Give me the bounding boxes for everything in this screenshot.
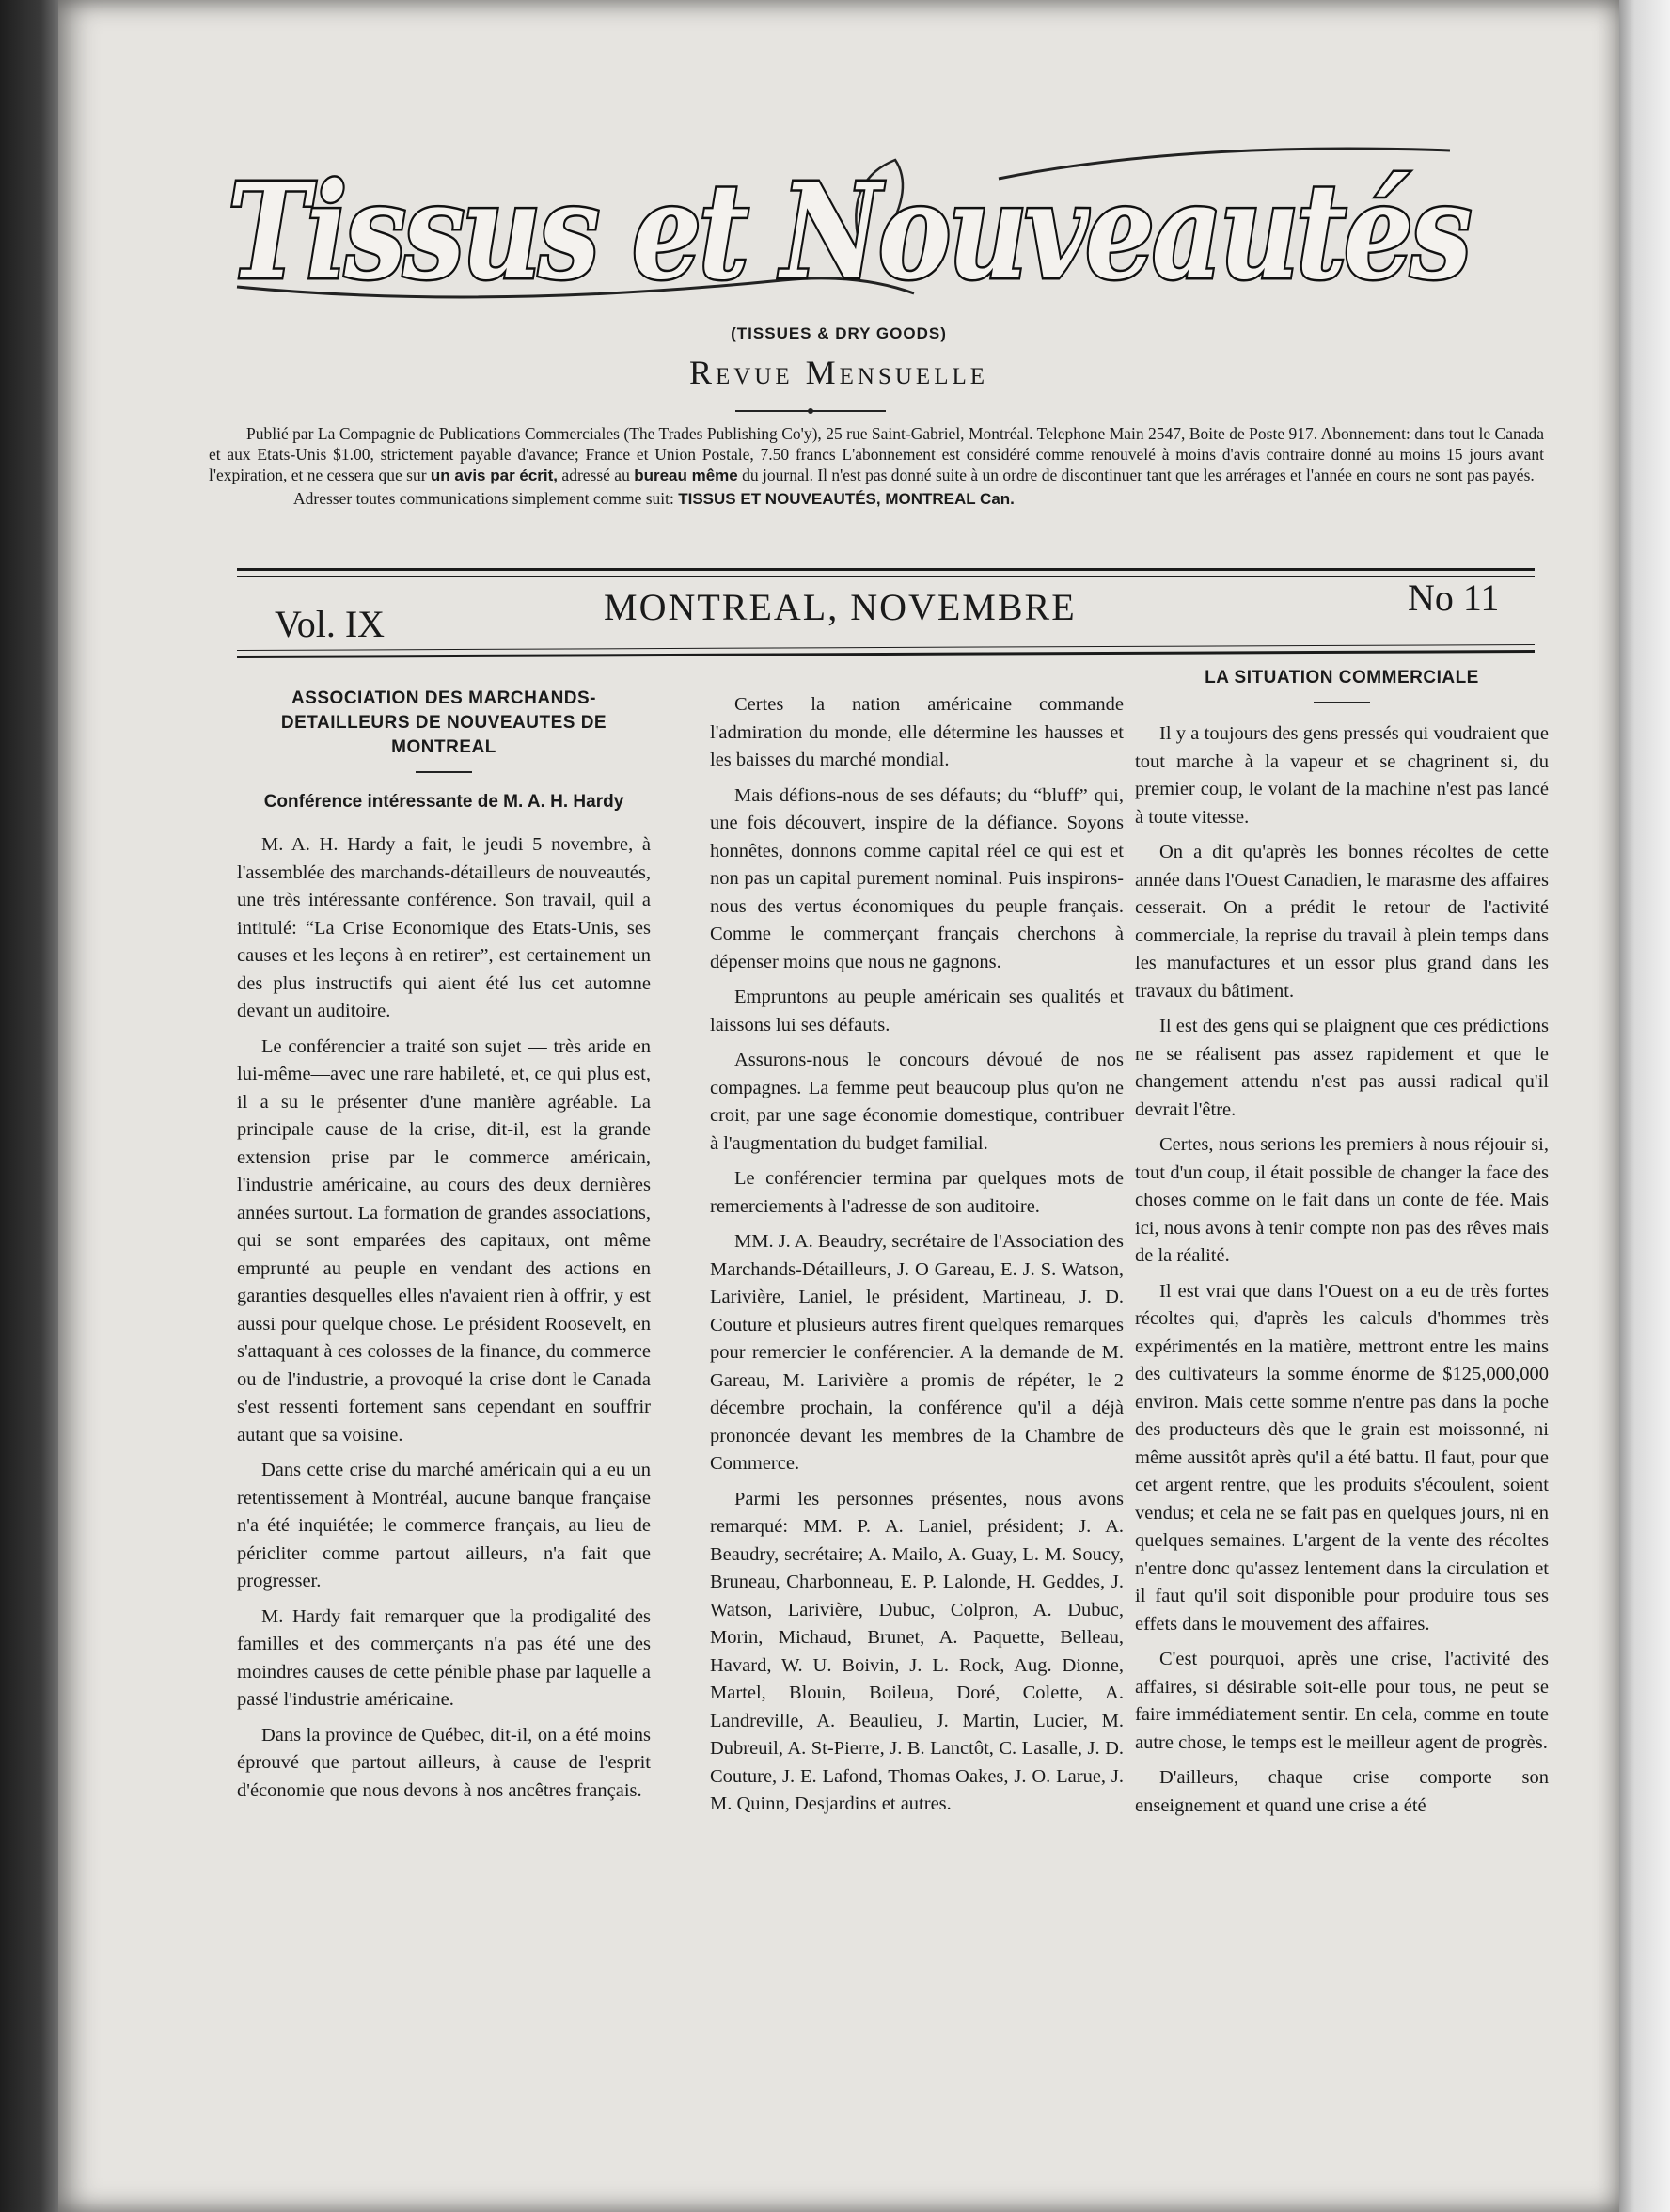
article-subtitle: Conférence intéressante de M. A. H. Hardy bbox=[263, 792, 624, 812]
publication-line: du journal. Il n'est pas donné suite à un ordre de discontinuer tant que les arrérages et l'année en cours ne sont pas payés. bbox=[742, 466, 1535, 484]
paragraph: Il est des gens qui se plaignent que ces prédictions ne se réalisent pas assez rapidement et que le changement attendu n'est pas aussi radical qu'il devrait l'être. bbox=[1135, 1016, 1549, 1120]
paragraph: Assurons-nous le concours dévoué de nos compagnes. La femme peut beaucoup plus qu'on ne croit, par une sage économie domestique, contribuer à l'augmentation du budget familial. bbox=[710, 1050, 1124, 1154]
page-edge bbox=[1619, 0, 1670, 2212]
paragraph: Mais défions-nous de ses défauts; du “bluff” qui, une fois découvert, inspire de la défiance. Soyons honnêtes, donnons comme capital réel ce qui est et non pas un capital purement nominal. Puis inspirons-nous des vertus économiques du peuple français. Comme le commerçant français cherchons à dépenser moins que nous ne gagnons. bbox=[710, 784, 1124, 972]
paragraph: Il est vrai que dans l'Ouest on a eu de très fortes récoltes qui, d'après les calculs d'hommes très expérimentés en la matière, mettront entre les mains des cultivateurs la somme énorme de $125,000,000 environ. Mais cette somme n'entre pas dans la poche des producteurs dès que le grain est moissonné, ni même aussitôt après qu'il a été battu. Il faut, pour que cet argent rentre, que les produits s'écoulent, soient vendus; et cela ne se fait pas en quelques jours, ni en quelques semaines. L'argent de la vente des récoltes n'entre donc qu'assez lentement dans la circulation et il faut qu'il soit disponible pour produire tous ses effets dans le mouvement des affaires. bbox=[1135, 1280, 1549, 1635]
paragraph: On a dit qu'après les bonnes récoltes de cette année dans l'Ouest Canadien, le marasme des affaires cesserait. On a prédit le retour de l'activité commerciale, la reprise du travail à plein temps dans les manufactures et un essor plus grand dans les travaux du bâtiment. bbox=[1135, 842, 1549, 1002]
column-2 bbox=[710, 691, 1124, 1826]
publication-emphasis: un avis par écrit, bbox=[430, 466, 559, 484]
paragraph: Dans la province de Québec, dit-il, on a été moins éprouvé que partout ailleurs, à cause de l'esprit d'économie que nous devons à nos ancêtres français. bbox=[237, 1724, 651, 1801]
title-divider bbox=[1314, 702, 1370, 703]
issue-number: No 11 bbox=[1408, 577, 1500, 619]
newspaper-page bbox=[58, 0, 1619, 2212]
paragraph: Empruntons au peuple américain ses qualités et laissons lui ses défauts. bbox=[710, 987, 1124, 1035]
title-divider bbox=[416, 771, 472, 773]
address-prefix: Adresser toutes communications simplement comme suit: bbox=[293, 489, 674, 508]
paragraph: Le conférencier a traité son sujet — très aride en lui-même—avec une rare habileté, et, ce qui plus est, il a su le présenter d'une manière agréable. La principale cause de la crise, dit-il, est la grande extension prise par le commerce américain, l'industrie américaine, au cours des deux dernières années surtout. La formation de grandes associations, qui se sont emparées des capitaux, ont même emprunté au peuple en vendant des actions en garanties desquelles elles n'avaient rien à offrir, y est aussi pour quelque chose. Le président Roosevelt, en s'attaquant à ces colosses de la finance, du commerce ou de l'industrie, a provoqué la crise dont le Canada s'est ressenti fortement sans cependant en souffrir autant que sa voisine. bbox=[237, 1035, 651, 1446]
paragraph: MM. J. A. Beaudry, secrétaire de l'Association des Marchands-Détailleurs, J. O Gareau, E. J. S. Watson, Larivière, Laniel, le président, Martineau, J. D. Couture et plusieurs autres firent quelques remarques pour remercier le conférencier. A la demande de M. Gareau, M. Larivière a promis de répéter, le 2 décembre prochain, la conférence qu'il a déjà prononcée devant les membres de la Chambre de Commerce. bbox=[710, 1231, 1124, 1474]
paragraph: Il y a toujours des gens pressés qui voudraient que tout marche à la vapeur et se chagrinent si, du premier coup, le volant de la machine n'est pas lancé à toute vitesse. bbox=[1135, 723, 1549, 828]
volume-label: Vol. IX bbox=[275, 603, 386, 645]
publication-line: adressé au bbox=[561, 466, 630, 484]
revue-mensuelle: Revue Mensuelle bbox=[688, 354, 989, 391]
publication-info bbox=[209, 423, 1544, 510]
publication-address bbox=[209, 488, 1544, 510]
paragraph: D'ailleurs, chaque crise comporte son enseignement et quand une crise a été bbox=[1135, 1767, 1549, 1816]
publication-notice bbox=[209, 423, 1544, 486]
masthead-logo bbox=[199, 122, 1497, 329]
paragraph: Parmi les personnes présentes, nous avons remarqué: MM. P. A. Laniel, président; J. A. Beaudry, secrétaire; A. Mailo, A. Guay, L. M. Soucy, Bruneau, Charbonneau, E. P. Lalonde, H. Geddes, J. Watson, Larivière, Dubuc, Colpron, A. Dubuc, Morin, Michaud, Brunet, A. Paquette, Belleau, Havard, W. U. Boivin, J. L. Rock, Aug. Dionne, Martel, Blouin, Boileua, Doré, Colette, A. Landreville, A. Beaulieu, J. Martin, Lucier, M. Dubreuil, A. St-Pierre, J. B. Lanctôt, C. Lasalle, J. D. Couture, J. E. Lafond, Thomas Oakes, J. O. Larue, J. M. Quinn, Desjardins et autres. bbox=[710, 1488, 1124, 1814]
masthead-subtitle: (TISSUES & DRY GOODS) bbox=[731, 324, 947, 342]
issue-line bbox=[246, 576, 1535, 645]
paragraph: M. Hardy fait remarquer que la prodigalité des familles et des commerçants n'a pas été une des moindres causes de cette pénible phase par laquelle a passé l'industrie américaine. bbox=[237, 1605, 651, 1710]
address-text: TISSUS ET NOUVEAUTÉS, MONTREAL Can. bbox=[678, 490, 1015, 508]
paragraph: Certes la nation américaine commande l'admiration du monde, elle détermine les hausses et les baisses du marché mondial. bbox=[710, 694, 1124, 770]
paragraph: Le conférencier termina par quelques mots de remerciements à l'adresse de son auditoire. bbox=[710, 1168, 1124, 1217]
publication-line: Publié par La Compagnie de Publications Commerciales (The Trades Publishing Co'y), 25 rue Saint-Gabriel, Montréal. Telephone Main 2547, Boite de Poste 917. Abonnement: dans tout le Canada et aux Etats-Unis $1.00, strictement payable d'avance; France et Union Postale, 7.50 francs L'abonnement est considéré comme renouvelé à moins d'avis contraire donné au moins 15 jours avant l'expiration, et ne cessera que sur bbox=[209, 424, 1544, 484]
place-date: MONTREAL, NOVEMBRE bbox=[604, 586, 1077, 628]
column-1 bbox=[237, 687, 651, 1812]
paragraph: M. A. H. Hardy a fait, le jeudi 5 novembre, à l'assemblée des marchands-détailleurs de nouveautés, une très intéressante conférence. Son travail, quil a intitulé: “La Crise Economique des Etats-Unis, ses causes et les leçons à en retirer”, est certainement un des plus instructifs qui aient été lus cet automne devant un auditoire. bbox=[237, 834, 651, 1021]
masthead bbox=[199, 122, 1497, 329]
article-title: ASSOCIATION DES MARCHANDS-DETAILLEURS DE NOUVEAUTES DE MONTREAL bbox=[280, 688, 607, 757]
paragraph: C'est pourquoi, après une crise, l'activité des affaires, si désirable soit-elle pour tous, ne peut se faire immédiatement sentir. En cela, comme en toute autre chose, le temps est le meilleur agent de progrès. bbox=[1135, 1649, 1549, 1753]
article-title: LA SITUATION COMMERCIALE bbox=[1205, 668, 1479, 687]
paragraph: Certes, nous serions les premiers à nous réjouir si, tout d'un coup, il était possible de changer la face des choses comme on le fait dans un conte de fée. Mais ici, nous avons à tenir compte non pas des rêves mais de la réalité. bbox=[1135, 1134, 1549, 1266]
issue-rule-thick bbox=[237, 650, 1535, 658]
paragraph: Dans cette crise du marché américain qui a eu un retentissement à Montréal, aucune banque française n'a été inquiétée; le commerce français, au lieu de péricliter comme partout ailleurs, n'a fait que progresser. bbox=[237, 1460, 651, 1591]
column-3 bbox=[1135, 666, 1549, 1827]
ornament-divider bbox=[717, 404, 905, 418]
top-rule bbox=[237, 568, 1535, 571]
book-binding bbox=[0, 0, 58, 2212]
masthead-title: Tissus et Nouveautés bbox=[228, 155, 1470, 309]
publication-emphasis: bureau même bbox=[634, 466, 738, 484]
